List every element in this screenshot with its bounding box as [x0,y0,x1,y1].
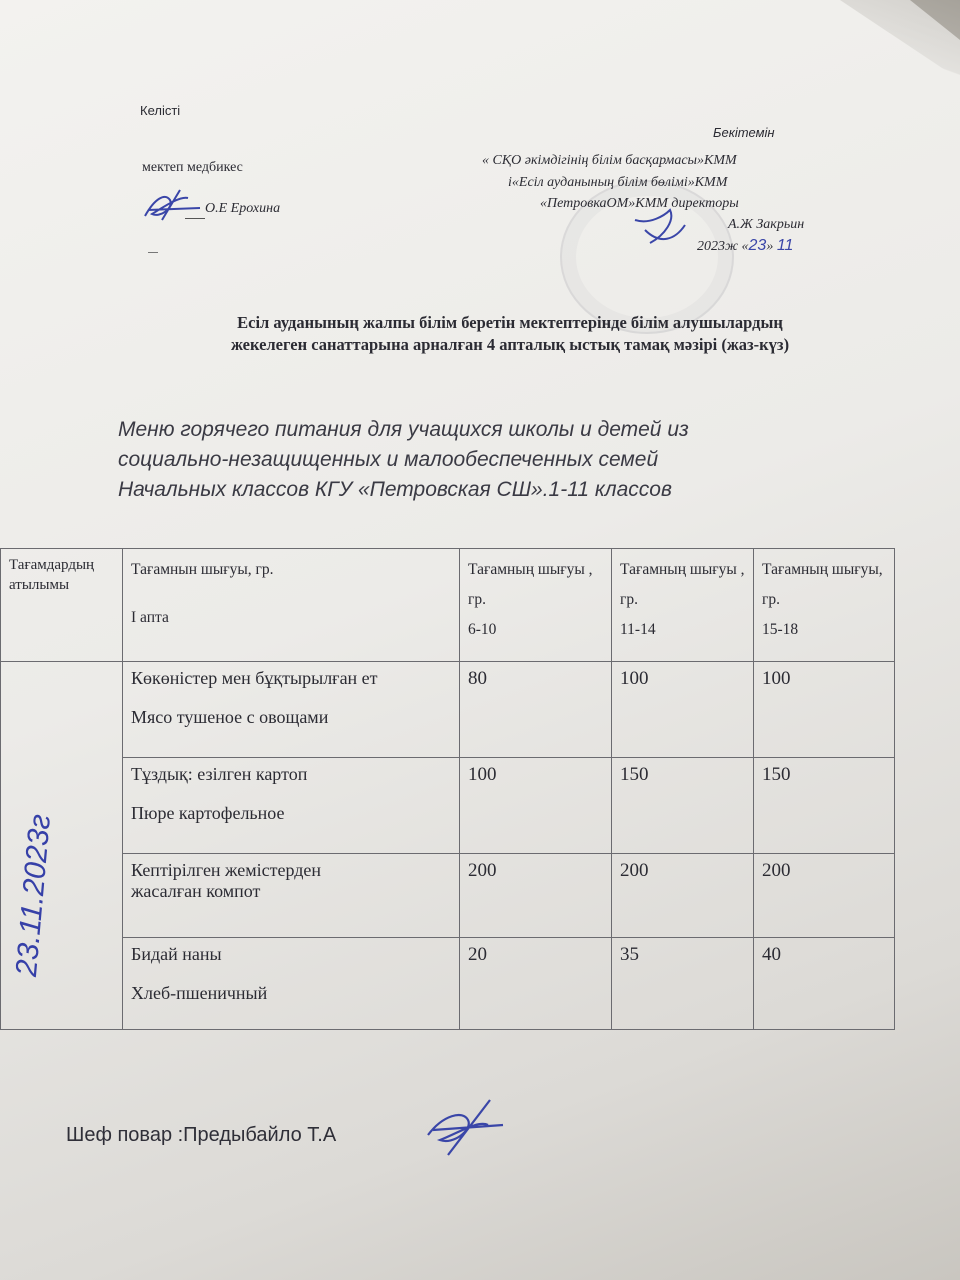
dash-mark [148,252,158,253]
dish-cell [123,758,460,854]
portion-6-10: 200 [460,854,612,938]
portion-15-18: 200 [754,854,895,938]
header-week-line2: I апта [131,609,169,626]
header-col3-line2: 6-10 [468,621,497,638]
dish-name-ru: Пюре картофельное [131,803,285,823]
header-dish-name: Тағамдардың атылымы [1,549,123,662]
handwritten-date: 23.11.2023г [10,812,58,978]
dish-name-kz: Көкөністер мен бұқтырылған ет [131,668,378,688]
header-age-11-14 [612,549,754,662]
dish-cell [123,938,460,1030]
header-col5-line1: Тағамның шығуы, гр. [762,561,883,608]
chef-signature-icon [418,1095,508,1165]
header-col4-line1: Тағамның шығуы , гр. [620,561,745,608]
approve-label: Бекітемін [713,125,775,140]
approver-org-line1: « СҚО әкімдігінің білім басқармасы»КММ [482,153,737,168]
table-row [1,662,895,758]
date-suffix: » [766,239,774,254]
dish-cell [123,662,460,758]
dish-name-ru: жасалған компот [131,881,261,901]
header-col5-line2: 15-18 [762,621,799,638]
portion-6-10: 80 [460,662,612,758]
header-col4-line2: 11-14 [620,621,656,638]
director-signature-icon [630,205,690,250]
nurse-name: О.Е Ерохина [205,201,281,216]
dish-name-ru: Хлеб-пшеничный [131,983,268,1003]
portion-15-18: 40 [754,938,895,1030]
header-week [123,549,460,662]
director-name: А.Ж Закрьин [728,217,805,232]
dish-name-kz: Бидай наны [131,944,222,964]
date-prefix: 2023ж « [697,239,749,254]
header-age-15-18 [754,549,895,662]
portion-6-10: 100 [460,758,612,854]
title-kazakh [150,312,870,356]
table-row [1,854,895,938]
title-kz-line1: Есіл ауданының жалпы білім беретін мектептерінде білім алушылардың [237,313,783,332]
header-age-6-10 [460,549,612,662]
portion-11-14: 35 [612,938,754,1030]
title-kz-line2: жекелеген санаттарына арналған 4 апталық ыстық тамақ мәзірі (жаз-күз) [230,335,790,354]
dish-cell [123,854,460,938]
menu-table [0,548,895,1030]
header-week-line1: Тағамнын шығуы, гр. [131,561,274,578]
table-header-row [1,549,895,662]
title-ru-line3: Начальных классов КГУ «Петровская СШ».1-11 классов [118,478,672,501]
portion-15-18: 100 [754,662,895,758]
portion-15-18: 150 [754,758,895,854]
dish-name-kz: Тұздық: езілген картоп [131,764,308,784]
portion-11-14: 150 [612,758,754,854]
date-day: 23 [748,237,767,254]
table-row [1,758,895,854]
approver-org-line3: «ПетровкаОМ»КММ директоры [540,196,739,211]
date-month: 11 [776,237,794,254]
approver-org-line2: і«Есіл ауданының білім бөлімі»КММ [508,175,728,190]
agree-label: Келісті [140,103,181,118]
dish-name-kz: Кептірілген жемістерден [131,860,322,880]
title-ru-line2: социально-незащищенных и малообеспеченных семей [118,448,659,471]
title-ru-line1: Меню горячего питания для учащихся школы и детей из [118,418,689,441]
header-col3-line1: Тағамның шығуы , гр. [468,561,593,608]
chef-signature-line: Шеф повар :Предыбайло Т.А [66,1124,337,1146]
nurse-role: мектеп медбикес [142,160,243,175]
table-row [1,938,895,1030]
portion-11-14: 200 [612,854,754,938]
approve-date [697,237,793,255]
portion-6-10: 20 [460,938,612,1030]
nurse-signature-icon [140,188,210,228]
signature-line [185,218,205,219]
portion-11-14: 100 [612,662,754,758]
dish-name-ru: Мясо тушеное с овощами [131,707,329,727]
title-russian [118,415,878,505]
